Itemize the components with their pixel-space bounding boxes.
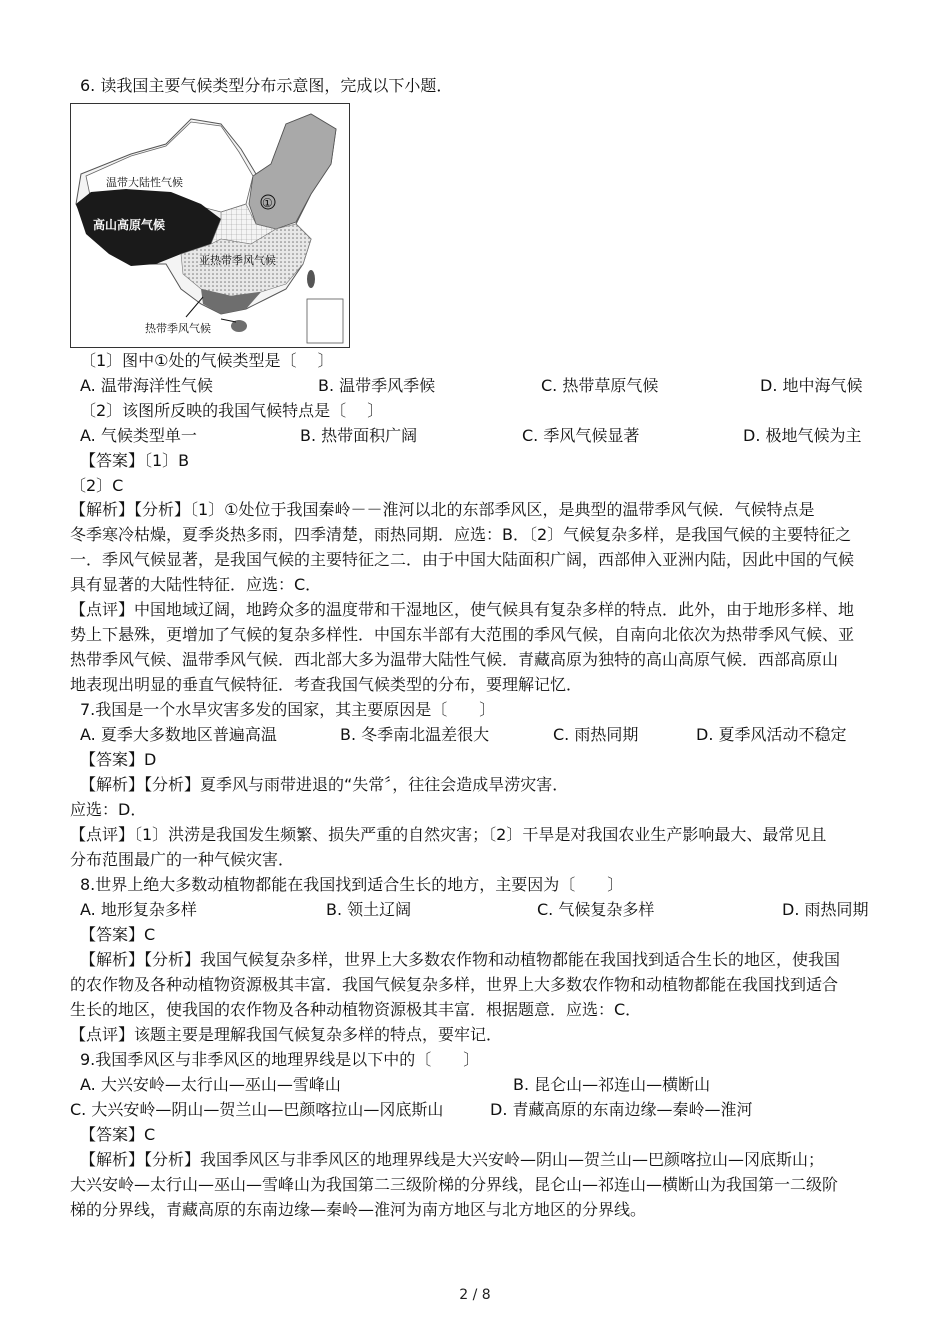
q7-stem: 7.我国是一个水旱灾害多发的国家，其主要原因是〔 〕 (80, 700, 496, 719)
label-plateau: 高山高原气候 (93, 218, 166, 232)
q6-sub1-option-b[interactable]: B. 温带季风季候 (318, 376, 436, 395)
taiwan-island (307, 270, 315, 288)
q6-analysis-line: 冬季寒冷枯燥，夏季炎热多雨，四季清楚，雨热同期．应选：B．〔2〕气候复杂多样，是我国气候的主要特征之 (70, 525, 852, 544)
q6-comment-line: 热带季风气候、温带季风气候．西北部大多为温带大陆性气候．青藏高原为独特的高山高原气候．西部高原山 (70, 650, 839, 669)
q7-option-a[interactable]: A. 夏季大多数地区普遍高温 (80, 725, 277, 744)
q8-option-c[interactable]: C. 气候复杂多样 (537, 900, 655, 919)
climate-map (70, 103, 350, 348)
q9-analysis-line: 大兴安岭—太行山—巫山—雪峰山为我国第二三级阶梯的分界线，昆仑山—祁连山—横断山为我国第一二级阶 (70, 1175, 839, 1194)
q8-stem: 8.世界上绝大多数动植物都能在我国找到适合生长的地方，主要因为〔 〕 (80, 875, 624, 894)
q9-stem: 9.我国季风区与非季风区的地理界线是以下中的〔 〕 (80, 1050, 480, 1069)
q6-stem: 6. 读我国主要气候类型分布示意图，完成以下小题． (80, 76, 453, 95)
q6-sub1-option-d[interactable]: D. 地中海气候 (760, 376, 863, 395)
q8-comment: 【点评】该题主要是理解我国气候复杂多样的特点，要牢记． (70, 1025, 503, 1044)
q9-analysis-line: 梯的分界线，青藏高原的东南边缘—秦岭—淮河为南方地区与北方地区的分界线。 (70, 1200, 647, 1219)
q6-sub2-option-a[interactable]: A. 气候类型单一 (80, 426, 197, 445)
q6-analysis-line: 具有显著的大陆性特征．应选：C． (70, 575, 322, 594)
q6-sub2: 〔2〕该图所反映的我国气候特点是〔 〕 (80, 401, 384, 420)
q8-analysis-line: 【解析】【分析】我国气候复杂多样，世界上大多数农作物和动植物都能在我国找到适合生长的地区，使我国 (80, 950, 841, 969)
q8-analysis-line: 生长的地区，使我国的农作物及各种动植物资源极其丰富．根据题意．应选：C． (70, 1000, 642, 1019)
q6-analysis-line: 一．季风气候显著，是我国气候的主要特征之二．由于中国大陆面积广阔，西部伸入亚洲内陆，因此中国的气候 (70, 550, 855, 569)
q8-analysis-line: 的农作物及各种动植物资源极其丰富．我国气候复杂多样，世界上大多数农作物和动植物都能在我国找到适合 (70, 975, 839, 994)
q7-option-b[interactable]: B. 冬季南北温差很大 (340, 725, 490, 744)
q9-option-a[interactable]: A. 大兴安岭—太行山—巫山—雪峰山 (80, 1075, 341, 1094)
q6-sub1-option-a[interactable]: A. 温带海洋性气候 (80, 376, 213, 395)
label-continental: 温带大陆性气候 (106, 176, 183, 189)
q9-option-d[interactable]: D. 青藏高原的东南边缘—秦岭—淮河 (490, 1100, 753, 1119)
label-subtropical: 亚热带季风气候 (199, 254, 276, 267)
q6-sub1-option-c[interactable]: C. 热带草原气候 (541, 376, 659, 395)
q7-comment-line: 分布范围最广的一种气候灾害． (70, 850, 295, 869)
q8-option-d[interactable]: D. 雨热同期 (782, 900, 869, 919)
q6-sub2-option-c[interactable]: C. 季风气候显著 (522, 426, 640, 445)
q6-answer-1: 【答案】〔1〕B (80, 451, 190, 470)
q7-answer: 【答案】D (80, 750, 157, 769)
q6-comment-line: 【点评】中国地域辽阔，地跨众多的温度带和干湿地区，使气候具有复杂多样的特点．此外，由于地形多样、地 (70, 600, 855, 619)
q8-option-a[interactable]: A. 地形复杂多样 (80, 900, 197, 919)
arrow-2 (221, 319, 236, 322)
q6-sub2-option-d[interactable]: D. 极地气候为主 (743, 426, 862, 445)
q7-option-c[interactable]: C. 雨热同期 (553, 725, 639, 744)
south-sea-inset (307, 299, 343, 343)
page-number: 2 / 8 (459, 1287, 491, 1303)
q7-choice: 应选：D． (70, 800, 147, 819)
q9-option-c[interactable]: C. 大兴安岭—阴山—贺兰山—巴颜喀拉山—冈底斯山 (70, 1100, 444, 1119)
q8-option-b[interactable]: B. 领土辽阔 (326, 900, 412, 919)
q8-answer: 【答案】C (80, 925, 156, 944)
q6-comment-line: 势上下悬殊，更增加了气候的复杂多样性．中国东半部有大范围的季风气候，自南向北依次为热带季风气候、亚 (70, 625, 855, 644)
temperate-monsoon-region (249, 114, 336, 229)
q7-comment-line: 【点评】〔1〕洪涝是我国发生频繁、损失严重的自然灾害；〔2〕干旱是对我国农业生产影响最大、最常见且 (70, 825, 827, 844)
q6-sub1: 〔1〕图中①处的气候类型是〔 〕 (80, 351, 334, 370)
label-circle: ① (262, 196, 273, 210)
label-tropical: 热带季风气候 (145, 322, 211, 335)
arrow-1 (186, 297, 203, 317)
q9-option-b[interactable]: B. 昆仑山—祁连山—横断山 (513, 1075, 711, 1094)
q6-sub2-option-b[interactable]: B. 热带面积广阔 (300, 426, 418, 445)
q6-answer-2: 〔2〕C (70, 476, 124, 495)
q9-analysis-line: 【解析】【分析】我国季风区与非季风区的地理界线是大兴安岭—阴山—贺兰山—巴颜喀拉山—冈底斯山； (80, 1150, 825, 1169)
q7-analysis: 【解析】【分析】夏季风与雨带进退的“失常〞，往往会造成旱涝灾害． (80, 775, 569, 794)
q6-comment-line: 地表现出明显的垂直气候特征．考查我国气候类型的分布，要理解记忆． (70, 675, 583, 694)
q9-answer: 【答案】C (80, 1125, 156, 1144)
q6-analysis-line: 【解析】【分析】〔1〕①处位于我国秦岭－－淮河以北的东部季风区，是典型的温带季风气候．气候特点是 (70, 500, 815, 519)
q7-option-d[interactable]: D. 夏季风活动不稳定 (696, 725, 847, 744)
